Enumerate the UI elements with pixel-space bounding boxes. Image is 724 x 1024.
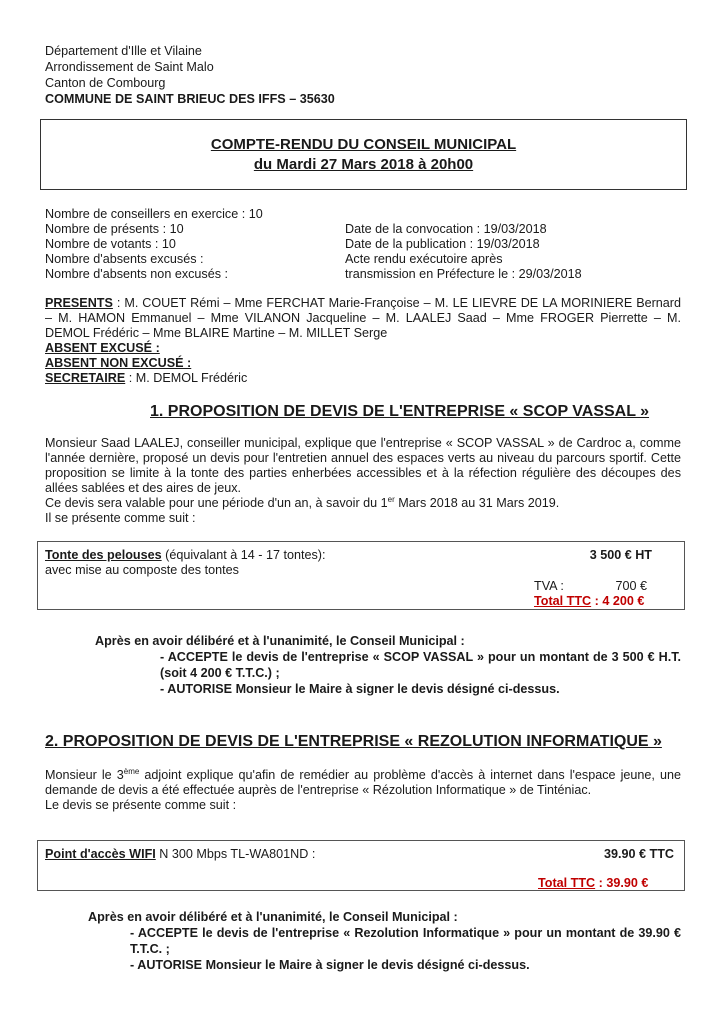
paragraph — [45, 496, 681, 511]
total-label: Total TTC — [534, 594, 592, 608]
quote-box-1 — [37, 541, 685, 610]
secretaire — [45, 371, 681, 386]
superscript: er — [387, 494, 395, 504]
absent-non-excuse: ABSENT NON EXCUSÉ : — [45, 356, 192, 370]
superscript: ème — [123, 766, 140, 776]
text: adjoint explique qu'afin de remédier au problème d'accès à internet dans l'espace jeune, une demande de devis a été effectuée auprès de l'entreprise « Rézolution Informatique » de Tinténiac. — [45, 768, 681, 797]
section2-decision — [88, 909, 681, 973]
commune-name: COMMUNE DE SAINT BRIEUC DES IFFS – 35630 — [45, 92, 335, 106]
paragraph: Le devis se présente comme suit : — [45, 798, 237, 812]
title-box — [40, 119, 687, 190]
section2-text — [45, 768, 681, 813]
quote-item-line2: avec mise au composte des tontes — [45, 563, 239, 577]
header-line: Département d'Ille et Vilaine — [45, 44, 202, 58]
quote-box-2 — [37, 840, 685, 891]
decision-item: - ACCEPTE le devis de l'entreprise « Rezolution Informatique » pour un montant de 39.90 € T.T.C. ; — [130, 926, 681, 956]
paragraph: Monsieur Saad LAALEJ, conseiller municipal, explique que l'entreprise « SCOP VASSAL » de Cardroc a, comme l'année dernière, proposé un devis pour l'entretien annuel des espaces verts au niveau du parcours sportif. Cette proposition se limite à la tonte des parties enherbées accessibles et à la réfection régulière des découpes des allées sablées et des aires de jeux. — [45, 436, 681, 495]
quote-item-detail: (équivalant à 14 - 17 tontes): — [161, 548, 326, 562]
stat-line: Acte rendu exécutoire après — [345, 252, 503, 266]
total-label: Total TTC — [538, 876, 596, 890]
paragraph — [45, 768, 681, 798]
text: Monsieur le 3 — [45, 768, 124, 782]
header-line: Canton de Combourg — [45, 76, 166, 90]
absent-excuse: ABSENT EXCUSÉ : — [45, 341, 160, 355]
quote-item-label: Point d'accès WIFI — [45, 847, 156, 861]
page-subtitle: du Mardi 27 Mars 2018 à 20h00 — [253, 156, 474, 173]
header-block — [45, 43, 335, 107]
tva-label: TVA : — [534, 579, 564, 593]
quote-price-ht: 3 500 € HT — [589, 548, 652, 562]
stat-line: Nombre de votants : 10 — [45, 237, 176, 251]
page-title: COMPTE-RENDU DU CONSEIL MUNICIPAL — [210, 136, 517, 153]
total-value: : 39.90 € — [595, 876, 649, 890]
text: Mars 2018 au 31 Mars 2019. — [394, 496, 560, 510]
stat-line: Date de la convocation : 19/03/2018 — [345, 222, 547, 236]
text: Ce devis sera valable pour une période d'un an, à savoir du 1 — [45, 496, 388, 510]
stats-right — [345, 222, 582, 282]
section2-heading: 2. PROPOSITION DE DEVIS DE L'ENTREPRISE « REZOLUTION INFORMATIQUE » — [45, 733, 662, 750]
paragraph: Il se présente comme suit : — [45, 511, 196, 525]
decision-item: - ACCEPTE le devis de l'entreprise « SCOP VASSAL » pour un montant de 3 500 € H.T. (soit 4 200 € T.T.C.) ; — [160, 650, 681, 680]
presents — [45, 296, 681, 341]
decision-intro: Après en avoir délibéré et à l'unanimité, le Conseil Municipal : — [95, 634, 465, 648]
secretaire-label: SECRETAIRE — [45, 371, 126, 385]
stats-left — [45, 207, 263, 282]
quote-price: 39.90 € TTC — [604, 847, 674, 861]
tva-value: 700 € — [615, 579, 647, 593]
presents-list: : M. COUET Rémi – Mme FERCHAT Marie-Françoise – M. LE LIEVRE DE LA MORINIERE Bernard – M. HAMON Emmanuel – Mme VILANON Jacqueline – M. LAALEJ Saad – Mme FROGER Pierrette – M. DEMOL Frédéric – Mme BLAIRE Martine – M. MILLET Serge — [45, 296, 681, 340]
attendance-block — [45, 296, 681, 386]
quote-item-label: Tonte des pelouses — [45, 548, 162, 562]
stat-line: Nombre de conseillers en exercice : 10 — [45, 207, 263, 221]
stat-line: Nombre d'absents non excusés : — [45, 267, 229, 281]
decision-item: - AUTORISE Monsieur le Maire à signer le devis désigné ci-dessus. — [160, 682, 560, 696]
stat-line: transmission en Préfecture le : 29/03/2018 — [345, 267, 582, 281]
secretaire-name: : M. DEMOL Frédéric — [125, 371, 248, 385]
section1-text — [45, 436, 681, 526]
header-line: Arrondissement de Saint Malo — [45, 60, 214, 74]
presents-label: PRESENTS — [45, 296, 113, 310]
quote-item-detail: N 300 Mbps TL-WA801ND : — [155, 847, 316, 861]
stat-line: Nombre de présents : 10 — [45, 222, 184, 236]
decision-intro: Après en avoir délibéré et à l'unanimité, le Conseil Municipal : — [88, 910, 458, 924]
stat-line: Date de la publication : 19/03/2018 — [345, 237, 540, 251]
section1-heading: 1. PROPOSITION DE DEVIS DE L'ENTREPRISE « SCOP VASSAL » — [150, 403, 650, 420]
section1-decision — [95, 633, 681, 697]
stat-line: Nombre d'absents excusés : — [45, 252, 204, 266]
decision-item: - AUTORISE Monsieur le Maire à signer le devis désigné ci-dessus. — [130, 958, 530, 972]
total-value: : 4 200 € — [591, 594, 645, 608]
